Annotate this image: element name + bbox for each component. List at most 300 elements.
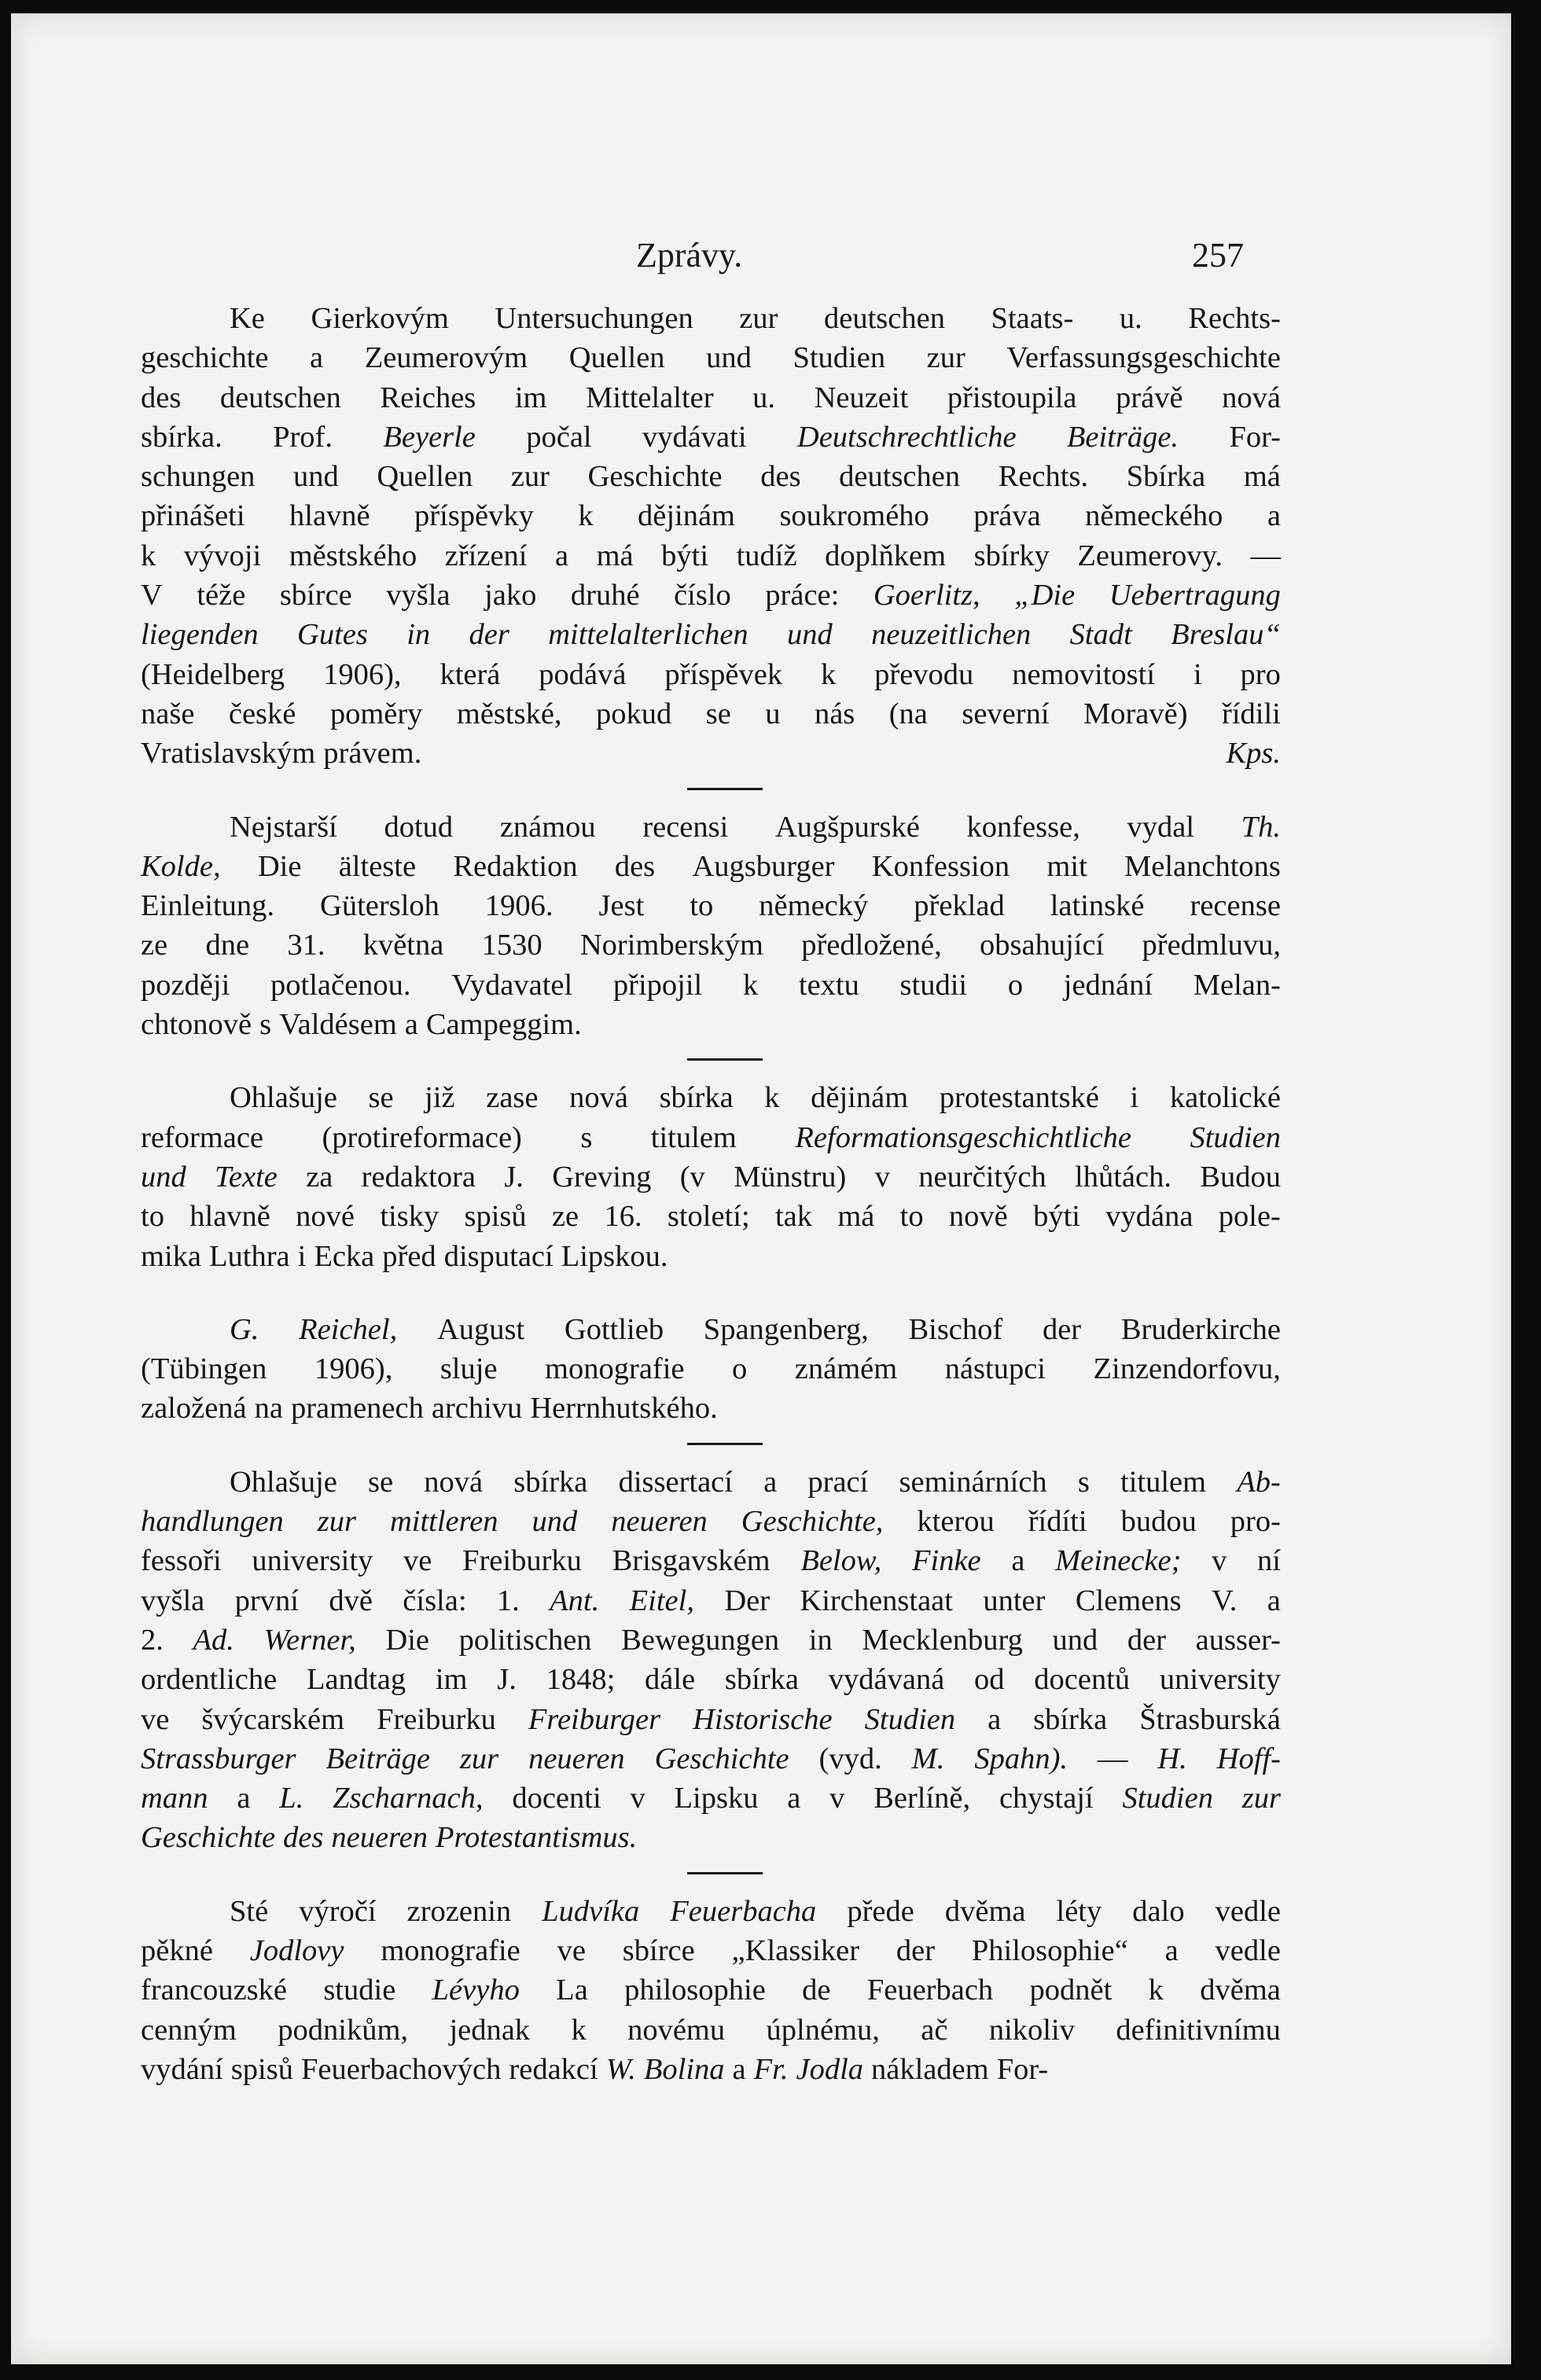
word: Geschichte [141, 1821, 276, 1855]
word: vydání [141, 2052, 223, 2086]
word: o [1007, 968, 1024, 1002]
word: Gottlieb [564, 1312, 664, 1346]
word: předmluvu, [1142, 929, 1281, 962]
word: severní [962, 697, 1050, 730]
word: u. [1119, 302, 1142, 335]
word: vydávaná [828, 1663, 945, 1697]
word: Feuerbach [866, 1974, 994, 2007]
word: Zeumerovy. [1077, 539, 1223, 572]
word: k [820, 657, 837, 691]
word: Geschichte [587, 460, 723, 494]
word: dále [645, 1663, 696, 1697]
word: Spahn). [974, 1742, 1068, 1775]
word: Quellen [568, 341, 665, 375]
word: Lévyho [432, 1974, 520, 2007]
word: Neuzeit [814, 381, 909, 414]
text-line [141, 1078, 1281, 1117]
word: Lipsku [674, 1782, 759, 1815]
word: Geschichte [654, 1742, 789, 1775]
word: neueren [331, 1821, 428, 1855]
word: For- [1229, 420, 1281, 454]
word: sbírky [973, 539, 1050, 572]
section-gap [141, 1276, 1281, 1310]
word: Die [385, 1623, 429, 1657]
word: titulem [650, 1120, 737, 1154]
word: studie [323, 1974, 396, 2007]
word: des [760, 460, 801, 494]
word: und [141, 1160, 186, 1194]
word: Campeggim. [425, 1008, 582, 1042]
word: býti [1033, 1200, 1080, 1234]
word: Prof. [273, 420, 333, 454]
word: handlungen [141, 1505, 284, 1539]
word: dvěma [944, 1894, 1026, 1928]
word: již [425, 1081, 455, 1115]
paragraph [141, 1892, 1281, 2089]
word: La [556, 1974, 588, 2007]
word: zřízení [444, 539, 528, 572]
word: založená [141, 1392, 247, 1425]
word: Th. [1241, 810, 1281, 844]
word: ze [141, 929, 168, 962]
word: Eitel, [629, 1584, 694, 1617]
word: ze [551, 1200, 579, 1234]
section-separator-rule [687, 1872, 763, 1874]
word: und [787, 618, 833, 652]
word: spisů [464, 1200, 527, 1234]
word: v [630, 1782, 645, 1815]
word: od [974, 1663, 1005, 1697]
word: k [571, 2013, 587, 2047]
word: Below, [800, 1544, 882, 1578]
word: monografie [545, 1352, 685, 1386]
word: německého [1085, 499, 1223, 533]
text-line [141, 1118, 1281, 1157]
word: to [899, 1200, 924, 1234]
word: nástupci [944, 1352, 1046, 1386]
word: Bruderkirche [1120, 1312, 1281, 1346]
word: tak [774, 1200, 813, 1234]
word: má [837, 1200, 875, 1234]
word: redakcí [509, 2052, 598, 2086]
word: soukromého [779, 499, 929, 533]
word: des [614, 849, 656, 883]
word: Jest [598, 889, 645, 923]
text-line [141, 925, 1281, 965]
word: Texte [215, 1160, 278, 1194]
running-head [11, 226, 1511, 273]
word: geschichte [141, 341, 269, 375]
word: Untersuchungen [495, 302, 693, 335]
word: im [514, 381, 547, 414]
word: 1906. [484, 889, 554, 923]
word: seminárních [899, 1465, 1047, 1499]
word: zur [739, 302, 778, 335]
section-separator-rule [687, 1058, 763, 1061]
word: Rechts. [998, 460, 1089, 494]
text-line [141, 615, 1281, 654]
word: der [1127, 1623, 1167, 1657]
word: textu [798, 968, 859, 1002]
word: novému [627, 2013, 726, 2047]
word: výročí [299, 1894, 377, 1928]
word: sbírka [659, 1081, 734, 1115]
word: Stadt [1069, 618, 1132, 652]
word: městského [289, 539, 417, 572]
word: de [802, 1974, 831, 2007]
word: August [436, 1312, 525, 1346]
word: to [690, 889, 714, 923]
word: chtonově [141, 1008, 252, 1042]
word: 2. [141, 1623, 164, 1657]
word: G. [230, 1312, 259, 1346]
section-separator-rule [687, 1443, 763, 1445]
word: právě [1116, 381, 1183, 414]
word: — [1097, 1742, 1128, 1775]
text-line [141, 734, 1281, 773]
word: disputací [443, 1239, 554, 1273]
word: Feuerbachových [300, 2052, 502, 2086]
word: — [1250, 539, 1281, 572]
word: vyšla [141, 1584, 205, 1617]
word: pěkné [141, 1933, 213, 1967]
word: obsahující [980, 929, 1105, 962]
text-line [141, 1462, 1281, 1502]
paragraph [141, 1078, 1281, 1275]
word: liegenden [141, 618, 259, 652]
word: Beiträge [325, 1742, 431, 1775]
word: léty [1056, 1894, 1102, 1928]
word: Berlíně, [873, 1782, 971, 1815]
word: vedle [1215, 1894, 1281, 1928]
word: docenti [512, 1782, 601, 1815]
word: druhé [570, 579, 640, 612]
word: neueren [528, 1742, 625, 1775]
word: monografie [381, 1933, 520, 1967]
word: se [368, 1465, 394, 1499]
word: Zscharnach, [333, 1782, 484, 1815]
word: Meinecke; [1055, 1544, 1182, 1578]
word: Historische [693, 1702, 833, 1736]
word: unter [983, 1584, 1046, 1617]
text-line [141, 1892, 1281, 1931]
text-line [141, 655, 1281, 694]
word: 1906), [314, 1352, 393, 1386]
word: H. [1157, 1742, 1187, 1775]
word: docentů [1034, 1663, 1131, 1697]
word: Greving [552, 1160, 652, 1194]
word: archivu [431, 1392, 523, 1425]
word: Gütersloh [320, 889, 439, 923]
word: 1906), [323, 657, 402, 691]
word: definitivnímu [1116, 2013, 1281, 2047]
word: to [141, 1200, 164, 1234]
word: a [787, 1782, 801, 1815]
word: university [252, 1544, 373, 1578]
word: V. [1211, 1584, 1238, 1617]
word: Studien [864, 1702, 956, 1736]
word: ordentliche [141, 1663, 278, 1697]
word: práva [973, 499, 1041, 533]
word: pokud [596, 697, 672, 730]
word: později [141, 968, 230, 1002]
word: Augšpurské [774, 810, 920, 844]
word: a [1164, 1933, 1179, 1967]
word: und [706, 341, 752, 375]
word: Sbírka [1126, 460, 1206, 494]
word: doplňkem [825, 539, 947, 572]
word: přede [847, 1894, 914, 1928]
word: o [732, 1352, 748, 1386]
word: „Klassiker [731, 1933, 860, 1967]
word: sbírka. [141, 420, 223, 454]
word: právem. [323, 737, 422, 771]
word: Budou [1200, 1160, 1281, 1194]
word: V [141, 579, 163, 612]
word: počal [526, 420, 592, 454]
word: Strassburger [141, 1742, 296, 1775]
word: hlavně [189, 1200, 270, 1234]
word: zrozenin [406, 1894, 512, 1928]
word: cenným [141, 2013, 237, 2047]
text-line [141, 1197, 1281, 1236]
text-line [141, 2050, 1281, 2089]
word: zur [510, 460, 550, 494]
word: Redaktion [453, 849, 578, 883]
word: býti [661, 539, 709, 572]
word: známou [499, 810, 596, 844]
word: recensi [642, 810, 729, 844]
word: studii [899, 968, 968, 1002]
word: mann [141, 1782, 208, 1815]
word: (Tübingen [141, 1352, 267, 1386]
word: Fr. [753, 2052, 789, 2086]
word: in [808, 1623, 833, 1657]
word: a [1267, 1584, 1281, 1617]
word: in [406, 618, 431, 652]
word: recense [1190, 889, 1281, 923]
word: und [1052, 1623, 1098, 1657]
word: Verfassungsgeschichte [1006, 341, 1281, 375]
word: Vratislavským [141, 737, 316, 771]
word: ve [141, 1702, 170, 1736]
word: Jodlovy [249, 1933, 344, 1967]
word: a [987, 1702, 1002, 1736]
word: 31. [287, 929, 325, 962]
word: a [763, 1465, 778, 1499]
word: M. [911, 1742, 945, 1775]
word: politischen [458, 1623, 592, 1657]
word: Werner, [263, 1623, 356, 1657]
paragraph [141, 807, 1281, 1045]
word: schungen [141, 460, 256, 494]
word: poměry [329, 697, 423, 730]
text-line [141, 299, 1281, 338]
word: älteste [338, 849, 417, 883]
text-line [141, 536, 1281, 576]
word: Vydavatel [451, 968, 573, 1002]
word: v [874, 1160, 890, 1194]
word: Spangenberg, [703, 1312, 869, 1346]
word: nákladem [871, 2052, 989, 2086]
word: Studien [793, 341, 886, 375]
text-line [141, 1541, 1281, 1580]
word: mittelalterlichen [548, 618, 748, 652]
word: přistoupila [947, 381, 1077, 414]
text-line [141, 378, 1281, 418]
word: (na [888, 697, 928, 730]
word: Melanchtons [1124, 849, 1281, 883]
word: jako [484, 579, 537, 612]
word: Der [724, 1584, 770, 1617]
word: švýcarském [201, 1702, 345, 1736]
word: české [228, 697, 296, 730]
word: chystají [999, 1782, 1094, 1815]
text-line [141, 847, 1281, 886]
word: vývoji [183, 539, 262, 572]
word: mit [1046, 849, 1087, 883]
word: Sté [230, 1894, 269, 1928]
word: und [531, 1505, 578, 1539]
word: ní [1257, 1544, 1281, 1578]
running-head-title: Zprávy. [636, 236, 743, 274]
word: která [439, 657, 501, 691]
word: první [234, 1584, 299, 1617]
author-signature: Kps. [1226, 737, 1281, 771]
word: philosophie [624, 1974, 766, 2007]
word: s [1077, 1465, 1090, 1499]
word: J. [504, 1160, 524, 1194]
word: prací [807, 1465, 869, 1499]
text-line [141, 1349, 1281, 1389]
text-line [141, 1739, 1281, 1779]
paragraph [141, 299, 1281, 774]
word: potlačenou. [270, 968, 411, 1002]
word: Quellen [377, 460, 473, 494]
word: práce: [765, 579, 840, 612]
text-line [141, 1237, 1281, 1276]
word: u. [752, 381, 775, 414]
word: (protireformace) [322, 1120, 522, 1154]
word: Deutschrechtliche [796, 420, 1017, 454]
word: Herrnhutského. [530, 1392, 718, 1425]
word: Uebertragung [1109, 579, 1281, 612]
word: a [732, 2052, 746, 2086]
word: Protestantismus. [435, 1821, 638, 1855]
word: Münstru) [734, 1160, 847, 1194]
section-gap [141, 1044, 1281, 1078]
word: řídili [1222, 697, 1281, 730]
word: Geschichte, [741, 1505, 884, 1539]
word: Bischof [908, 1312, 1003, 1346]
word: na [254, 1392, 283, 1425]
text-line [141, 1157, 1281, 1197]
word: 1848; [546, 1663, 616, 1697]
word: ve [557, 1933, 586, 1967]
word: nás [814, 697, 855, 730]
word: května [362, 929, 444, 962]
word: i [1193, 657, 1202, 691]
word: 1530 [481, 929, 542, 962]
word: Landtag [306, 1663, 406, 1697]
word: titulem [1120, 1465, 1207, 1499]
word: sbírka [1033, 1702, 1108, 1736]
word: předložené, [801, 929, 942, 962]
word: Ecka [314, 1239, 375, 1273]
word: s [580, 1120, 593, 1154]
word: Brisgavském [612, 1544, 770, 1578]
section-separator-rule [687, 788, 763, 790]
word: latinské [1050, 889, 1145, 923]
word: der [896, 1933, 936, 1967]
word: mittleren [389, 1505, 498, 1539]
text-line [141, 496, 1281, 535]
word: městské, [456, 697, 562, 730]
word: Bolina [643, 2052, 725, 2086]
word: Reiches [380, 381, 476, 414]
word: der [469, 618, 509, 652]
word: dalo [1132, 1894, 1185, 1928]
word: zur [459, 1742, 499, 1775]
word: vyšla [386, 579, 451, 612]
word: deutschen [219, 381, 341, 414]
word: Freiburku [377, 1702, 496, 1736]
word: Ant. [550, 1584, 600, 1617]
word: neurčitých [918, 1160, 1046, 1194]
word: Luthra [208, 1239, 290, 1273]
word: nová [424, 1465, 484, 1499]
word: und [293, 460, 339, 494]
word: Mittelalter [586, 381, 714, 414]
word: reformace [141, 1120, 264, 1154]
text-line [141, 886, 1281, 925]
word: Ab- [1237, 1465, 1281, 1499]
word: známém [794, 1352, 898, 1386]
section-gap [141, 1858, 1281, 1892]
text-line [141, 1620, 1281, 1660]
word: k [141, 539, 156, 572]
word: pole- [1218, 1200, 1281, 1234]
text-line [141, 1818, 1281, 1857]
word: má [596, 539, 634, 572]
word: Philosophie“ [971, 1933, 1128, 1967]
word: J. [497, 1663, 517, 1697]
word: pramenech [290, 1392, 424, 1425]
word: ausser- [1195, 1623, 1281, 1657]
word: s [259, 1008, 272, 1042]
word: k [1148, 1974, 1164, 2007]
word: university [1159, 1663, 1281, 1697]
text-line [141, 1779, 1281, 1818]
word: i [297, 1239, 307, 1273]
word: dějinám [637, 499, 736, 533]
word: Konfession [871, 849, 1010, 883]
word: u [765, 697, 781, 730]
word: dějinám [811, 1081, 909, 1115]
word: lhůtách. [1075, 1160, 1171, 1194]
text-line [141, 1970, 1281, 2010]
word: Mecklenburg [862, 1623, 1023, 1657]
word: Zinzendorfovu, [1093, 1352, 1281, 1386]
word: sbírce [622, 1933, 695, 1967]
word: budou [1120, 1505, 1197, 1539]
word: čísla: [403, 1584, 467, 1617]
word: zur [926, 341, 965, 375]
word: připojil [612, 968, 703, 1002]
word: Clemens [1075, 1584, 1182, 1617]
word: tudíž [736, 539, 797, 572]
page-number: 257 [1192, 236, 1244, 274]
